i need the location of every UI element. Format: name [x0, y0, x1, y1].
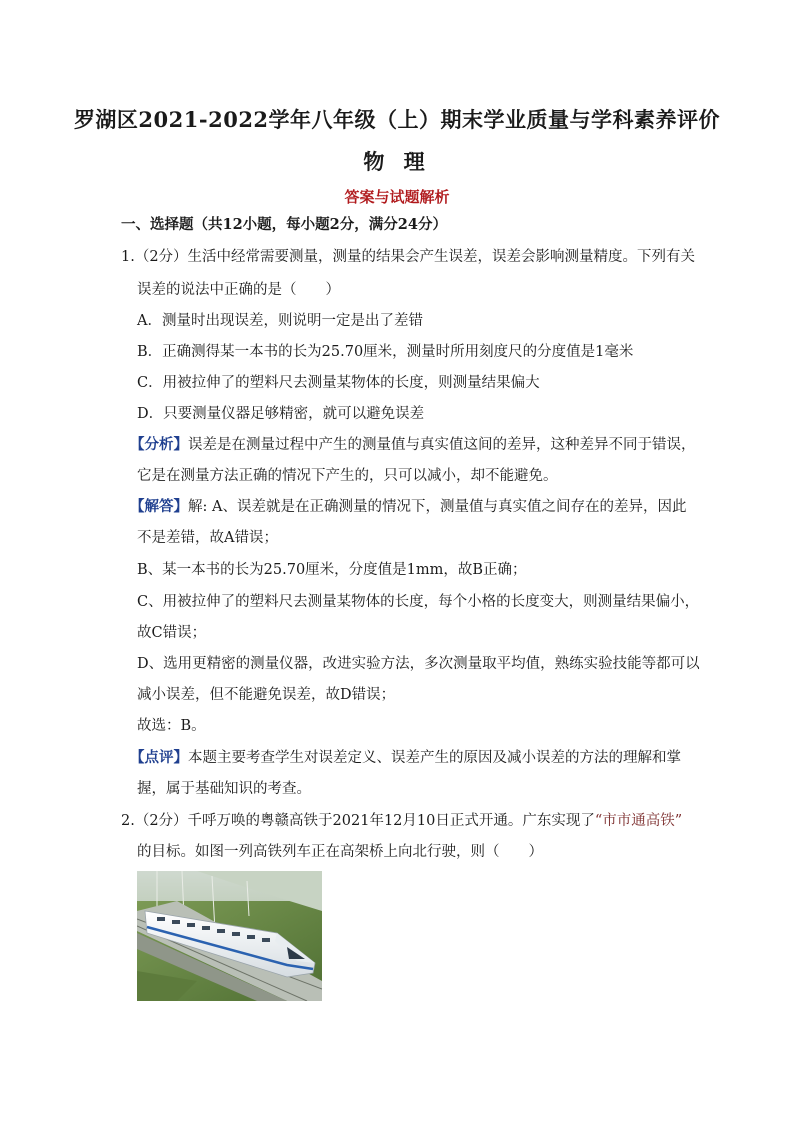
q1-analysis-line2: 它是在测量方法正确的情况下产生的，只可以减小，却不能避免。 — [137, 468, 558, 484]
q1-option-c: C．用被拉伸了的塑料尺去测量某物体的长度，则测量结果偏大 — [137, 375, 540, 391]
q1-solution-line5: 故C错误； — [137, 625, 207, 641]
q1-comment-line2: 握，属于基础知识的考查。 — [137, 781, 311, 797]
high-speed-train-photo — [137, 871, 322, 1001]
q1-option-d: D．只要测量仪器足够精密，就可以避免误差 — [137, 406, 425, 422]
q1-solution-line1 — [130, 497, 686, 517]
analysis-tag: 【分析】 — [130, 436, 188, 453]
solution-text-1: 解: A、误差就是在正确测量的情况下，测量值与真实值之间存在的差异，因此 — [188, 499, 687, 515]
q2-stem-line1 — [121, 811, 682, 831]
solution-tag: 【解答】 — [130, 498, 188, 515]
q1-option-b: B．正确测得某一本书的长为25.70厘米，测量时所用刻度尺的分度值是1毫米 — [137, 344, 634, 360]
q2-stem-text: 2.（2分）千呼万唤的粤赣高铁于2021年12月10日正式开通。广东实现了 — [121, 813, 595, 829]
q1-solution-line6: D、选用更精密的测量仪器，改进实验方法，多次测量取平均值，熟练实验技能等都可以 — [137, 656, 700, 672]
analysis-text-1: 误差是在测量过程中产生的测量值与真实值这间的差异，这种差异不同于错误， — [188, 437, 696, 453]
q1-option-a: A．测量时出现误差，则说明一定是出了差错 — [137, 313, 423, 329]
answers-heading: 答案与试题解析 — [344, 188, 450, 206]
q1-solution-line3: B、某一本书的长为25.70厘米，分度值是1mm，故B正确； — [137, 562, 527, 578]
q1-answer: 故选：B。 — [137, 718, 206, 734]
q1-analysis-line1 — [130, 435, 696, 455]
q1-stem-line2: 误差的说法中正确的是（ ） — [137, 282, 340, 298]
document-title: 罗湖区2021-2022学年八年级（上）期末学业质量与学科素养评价 — [73, 107, 721, 132]
q1-solution-line4: C、用被拉伸了的塑料尺去测量某物体的长度，每个小格的长度变大，则测量结果偏小， — [137, 594, 700, 610]
q1-solution-line7: 减小误差，但不能避免误差，故D错误； — [137, 687, 396, 703]
q2-stem-line2: 的目标。如图一列高铁列车正在高架桥上向北行驶，则（ ） — [137, 844, 543, 860]
q1-comment-line1 — [130, 748, 681, 768]
q1-solution-line2: 不是差错，故A错误； — [137, 530, 278, 546]
comment-text-1: 本题主要考查学生对误差定义、误差产生的原因及减小误差的方法的理解和掌 — [188, 750, 681, 766]
subject-title: 物 理 — [363, 149, 431, 174]
comment-tag: 【点评】 — [130, 749, 188, 766]
train-illustration — [137, 871, 322, 1001]
section-heading: 一、选择题（共12小题，每小题2分，满分24分） — [121, 216, 447, 233]
q1-stem-line1: 1.（2分）生活中经常需要测量，测量的结果会产生误差，误差会影响测量精度。下列有关 — [121, 249, 696, 265]
q2-quote: “市市通高铁” — [594, 813, 683, 829]
